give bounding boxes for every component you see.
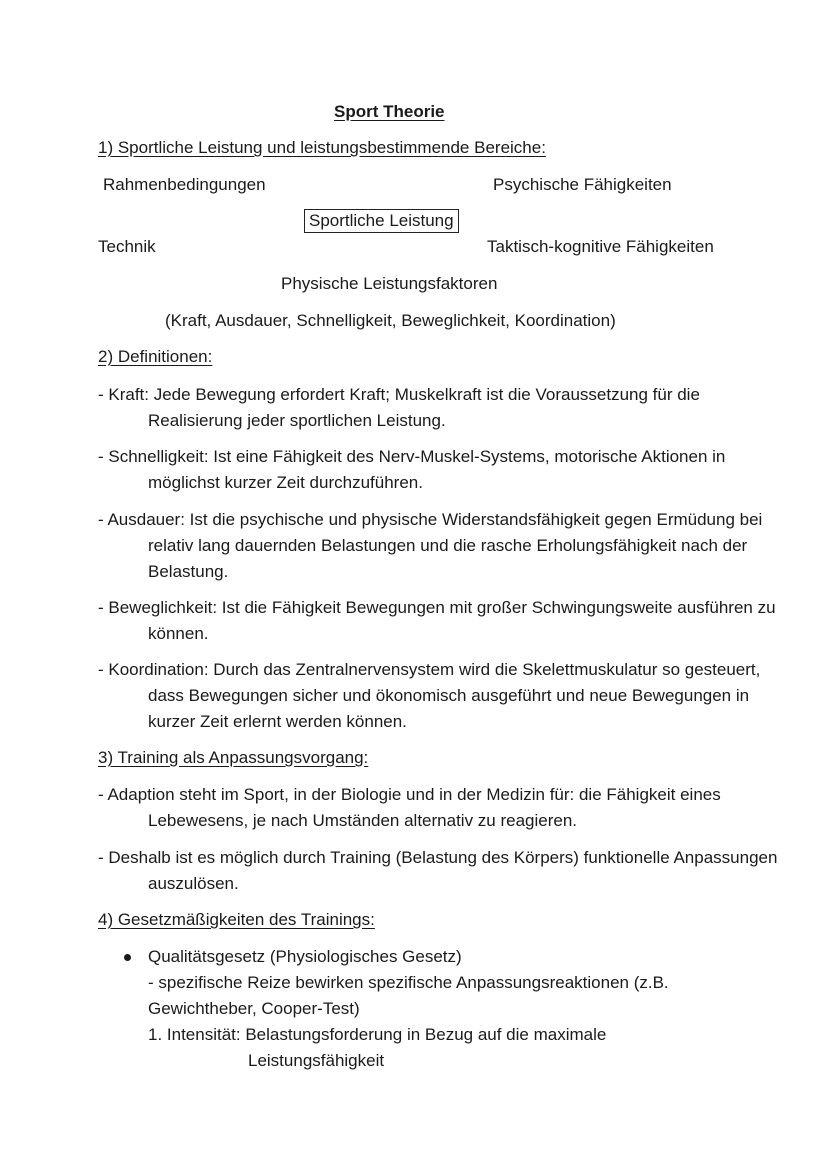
diagram-psychische-faehigkeiten: Psychische Fähigkeiten (493, 175, 672, 194)
diagram-taktisch-kognitiv: Taktisch-kognitive Fähigkeiten (487, 237, 714, 256)
bullet-line-1: - spezifische Reize bewirken spezifische Anpassungsreaktionen (z.B. (148, 973, 669, 992)
definition-koordination: - Koordination: Durch das Zentralnervensystem wird die Skelettmuskulatur so gesteuert, dass Bewegungen sicher und ökonomisch ausgeführt und neue Bewegungen in kurzer Zeit erlernt werden können. (98, 660, 761, 731)
section-4-heading: 4) Gesetzmäßigkeiten des Trainings: (98, 910, 375, 929)
bullet-dot-icon (124, 954, 131, 961)
diagram-rahmenbedingungen: Rahmenbedingungen (103, 175, 266, 194)
bullet-line-2: Gewichtheber, Cooper-Test) (148, 999, 360, 1018)
section-2-heading: 2) Definitionen: (98, 347, 213, 366)
diagram-technik: Technik (98, 237, 156, 256)
diagram-physische-leistungsfaktoren: Physische Leistungsfaktoren (281, 274, 498, 293)
bullet-content (148, 944, 708, 1074)
page-title: Sport Theorie (334, 102, 445, 121)
adaption-text: - Adaption steht im Sport, in der Biologie und in der Medizin für: die Fähigkeit eines Lebewesens, je nach Umständen alternativ zu reagieren. (98, 785, 721, 830)
definition-beweglichkeit: - Beweglichkeit: Ist die Fähigkeit Bewegungen mit großer Schwingungsweite ausführen zu können. (98, 598, 776, 643)
diagram-sportliche-leistung: Sportliche Leistung (304, 209, 459, 233)
bullet-title: Qualitätsgesetz (Physiologisches Gesetz) (148, 947, 462, 966)
definition-kraft: - Kraft: Jede Bewegung erfordert Kraft; Muskelkraft ist die Voraussetzung für die Realisierung jeder sportlichen Leistung. (98, 385, 700, 430)
definition-ausdauer: - Ausdauer: Ist die psychische und physische Widerstandsfähigkeit gegen Ermüdung bei relativ lang dauernden Belastungen und die rasche Erholungsfähigkeit nach der Belastung. (98, 510, 763, 581)
definition-schnelligkeit: - Schnelligkeit: Ist eine Fähigkeit des Nerv-Muskel-Systems, motorische Aktionen in möglichst kurzer Zeit durchzuführen. (98, 447, 726, 492)
section-1-heading: 1) Sportliche Leistung und leistungsbestimmende Bereiche: (98, 138, 546, 157)
section-3-heading: 3) Training als Anpassungsvorgang: (98, 748, 369, 767)
bullet-sub-1: 1. Intensität: Belastungsforderung in Bezug auf die maximale (148, 1025, 607, 1044)
training-text: - Deshalb ist es möglich durch Training (Belastung des Körpers) funktionelle Anpassungen auszulösen. (98, 848, 778, 893)
bullet-sub-2: Leistungsfähigkeit (248, 1051, 385, 1070)
diagram-faktoren-liste: (Kraft, Ausdauer, Schnelligkeit, Beweglichkeit, Koordination) (165, 311, 616, 330)
